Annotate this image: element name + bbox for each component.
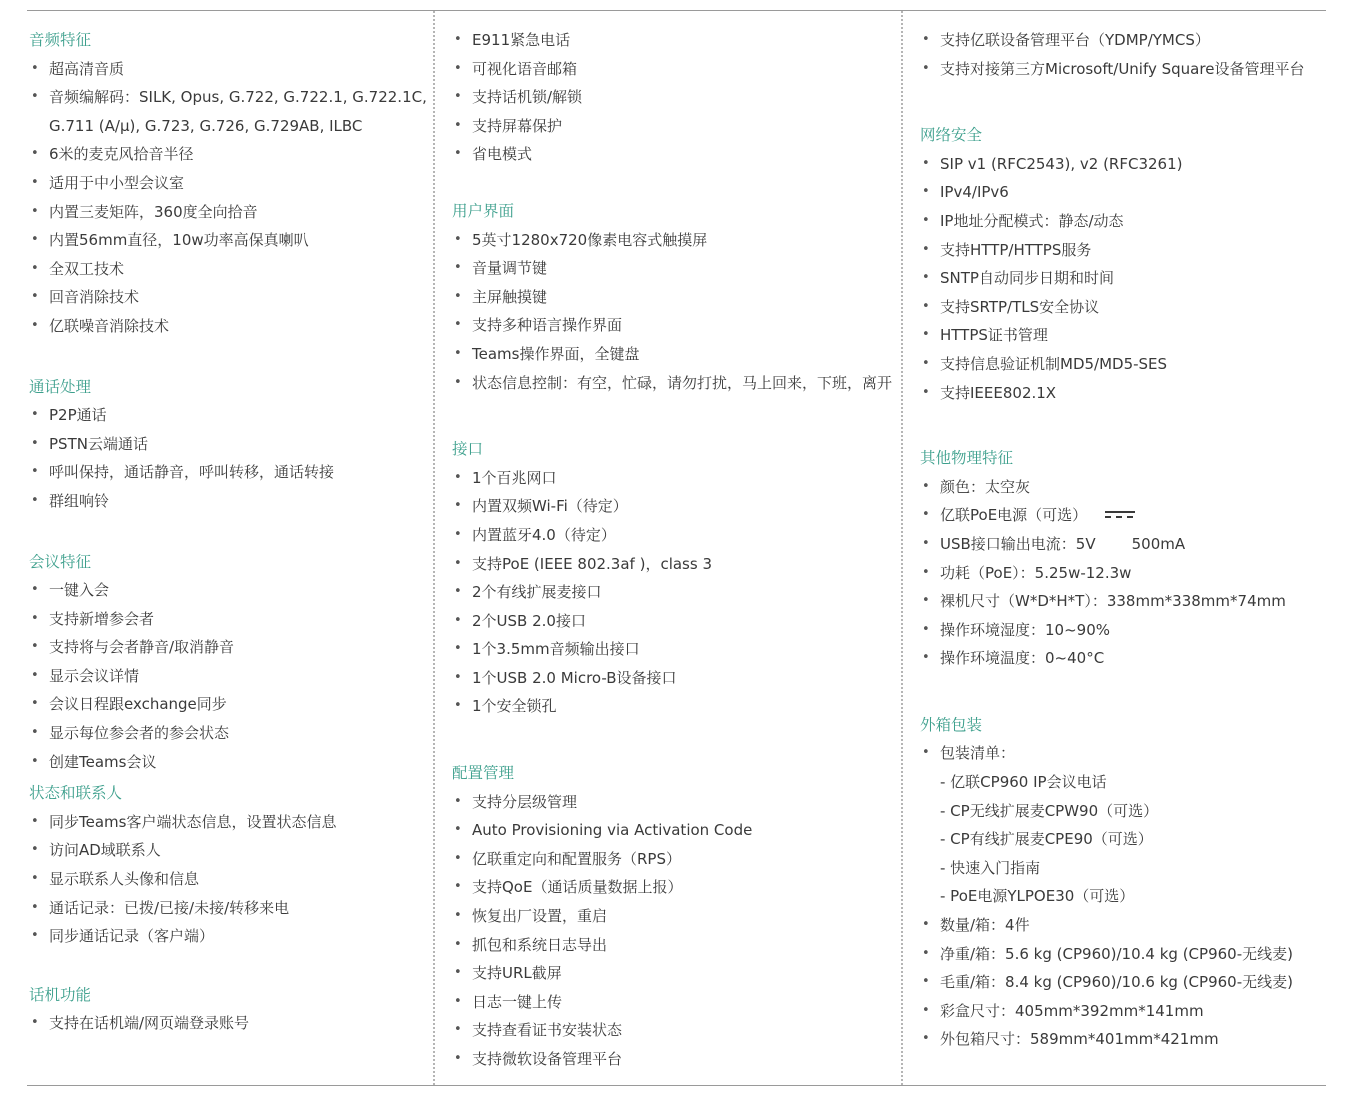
bullet-icon: •: [922, 355, 930, 371]
bullet-icon: •: [454, 32, 462, 47]
bullet-icon: •: [31, 407, 39, 423]
list-item: • 支持分层级管理: [452, 788, 897, 817]
bullet-icon: •: [922, 535, 930, 551]
bullet-icon: •: [922, 270, 930, 286]
list-item: • 内置56mm直径，10w功率高保真喇叭: [29, 226, 429, 255]
bullet-icon: •: [454, 965, 462, 981]
bullet-icon: •: [31, 725, 39, 741]
list-item: • 数量/箱：4件: [920, 911, 1340, 940]
list-item: • 彩盒尺寸：405mm*392mm*141mm: [920, 997, 1340, 1026]
section-title-interfaces: 接口: [452, 440, 484, 459]
section-title-packaging: 外箱包装: [920, 715, 983, 734]
bullet-icon: •: [454, 793, 462, 809]
list-item: • IP地址分配模式：静态/动态: [920, 207, 1340, 236]
bullet-icon: •: [454, 555, 462, 571]
list-item: • SNTP自动同步日期和时间: [920, 264, 1340, 293]
list-item: • 支持HTTP/HTTPS服务: [920, 236, 1340, 265]
bullet-icon: •: [922, 241, 930, 257]
bullet-icon: •: [31, 89, 39, 105]
section-title-meeting: 会议特征: [29, 552, 92, 571]
list-item: • P2P通话: [29, 401, 429, 430]
bullet-icon: •: [31, 610, 39, 626]
bullet-icon: •: [922, 478, 930, 494]
bullet-icon: •: [454, 993, 462, 1009]
section-title-audio: 音频特征: [29, 31, 92, 49]
bullet-icon: •: [922, 917, 930, 933]
list-item: • 日志一键上传: [452, 988, 897, 1017]
bullet-icon: •: [454, 60, 462, 76]
bullet-icon: •: [454, 469, 462, 485]
list-item: • 支持QoE（通话质量数据上报）: [452, 873, 897, 902]
bullet-icon: •: [922, 945, 930, 961]
bullet-icon: •: [454, 641, 462, 657]
list-item: • 1个百兆网口: [452, 464, 897, 493]
bullet-icon: •: [922, 384, 930, 400]
bullet-icon: •: [922, 745, 930, 761]
list-item: • 操作环境湿度：10~90%: [920, 616, 1340, 645]
list-item: • 支持屏幕保护: [452, 112, 897, 141]
bullet-icon: •: [922, 327, 930, 343]
bullet-icon: •: [31, 696, 39, 712]
bullet-icon: •: [31, 260, 39, 276]
list-item: • 支持信息验证机制MD5/MD5-SES: [920, 350, 1340, 379]
bullet-icon: •: [454, 850, 462, 866]
bullet-icon: •: [922, 155, 930, 171]
section-title-phone-functions: 话机功能: [29, 985, 92, 1004]
list-item: • E911紧急电话: [452, 26, 897, 55]
bullet-icon: •: [31, 639, 39, 655]
list-item: • 音频编解码：SILK, Opus, G.722, G.722.1, G.722.1C, G.711 (A/μ), G.723, G.726, G.729AB, ILBC: [29, 83, 429, 140]
bullet-icon: •: [31, 1015, 39, 1031]
list-item: • 省电模式: [452, 140, 897, 169]
bullet-icon: •: [454, 89, 462, 105]
bullet-icon: •: [454, 288, 462, 304]
bullet-icon: •: [454, 345, 462, 361]
list-item: • 支持IEEE802.1X: [920, 379, 1340, 408]
section-title-network-security: 网络安全: [920, 126, 983, 145]
list-item: • USB接口输出电流：5V 500mA: [920, 530, 1340, 559]
bullet-icon: •: [922, 1031, 930, 1047]
section-title-config-management: 配置管理: [452, 764, 515, 783]
bullet-icon: •: [31, 435, 39, 451]
bullet-icon: •: [454, 584, 462, 600]
list-item: • 内置双频Wi-Fi（待定）: [452, 492, 897, 521]
bullet-icon: •: [922, 507, 930, 523]
list-item: • 外包箱尺寸：589mm*401mm*421mm: [920, 1025, 1340, 1054]
bullet-icon: •: [454, 612, 462, 628]
list-item: • 一键入会: [29, 576, 429, 605]
list-item: • 1个USB 2.0 Micro-B设备接口: [452, 664, 897, 693]
list-item: • 2个有线扩展麦接口: [452, 578, 897, 607]
bullet-icon: •: [922, 60, 930, 76]
bullet-icon: •: [454, 698, 462, 714]
list-item: • 同步Teams客户端状态信息，设置状态信息: [29, 808, 429, 837]
list-item: • 音量调节键: [452, 254, 897, 283]
list-item: • 可视化语音邮箱: [452, 55, 897, 84]
column-divider-1: [433, 11, 435, 1085]
list-item: • 支持亿联设备管理平台（YDMP/YMCS）: [920, 26, 1340, 55]
list-item: • 抓包和系统日志导出: [452, 931, 897, 960]
list-item: • 1个3.5mm音频输出接口: [452, 635, 897, 664]
column-divider-2: [901, 11, 903, 1085]
list-item: • 支持将与会者静音/取消静音: [29, 633, 429, 662]
list-item: • 呼叫保持，通话静音，呼叫转移，通话转接: [29, 458, 429, 487]
bullet-icon: •: [922, 621, 930, 637]
list-item: • 全双工技术: [29, 255, 429, 284]
bullet-icon: •: [31, 232, 39, 248]
list-item: • 状态信息控制：有空，忙碌，请勿打扰，马上回来，下班，离开: [452, 369, 897, 398]
bullet-icon: •: [922, 650, 930, 666]
section-title-physical: 其他物理特征: [920, 449, 1014, 468]
bullet-icon: •: [454, 117, 462, 133]
bullet-icon: •: [454, 260, 462, 276]
list-item: • 内置三麦矩阵，360度全向拾音: [29, 198, 429, 227]
bullet-icon: •: [31, 582, 39, 598]
spec-column-1: [29, 26, 429, 1038]
list-item: • 包装清单：: [920, 739, 1340, 768]
list-item: • 亿联重定向和配置服务（RPS）: [452, 845, 897, 874]
list-item: • 支持URL截屏: [452, 959, 897, 988]
list-item: • 亿联PoE电源（可选）: [920, 501, 1340, 530]
list-item: • 访问AD域联系人: [29, 836, 429, 865]
list-item: • 净重/箱：5.6 kg (CP960)/10.4 kg (CP960-无线麦): [920, 940, 1340, 969]
list-item: • 毛重/箱：8.4 kg (CP960)/10.6 kg (CP960-无线麦): [920, 968, 1340, 997]
list-item: • 支持查看证书安装状态: [452, 1016, 897, 1045]
bullet-icon: •: [454, 879, 462, 895]
list-item: • 支持话机锁/解锁: [452, 83, 897, 112]
list-item: • Auto Provisioning via Activation Code: [452, 816, 897, 845]
list-item: • 操作环境温度：0~40°C: [920, 644, 1340, 673]
bullet-icon: •: [454, 374, 462, 390]
list-item: • 支持新增参会者: [29, 605, 429, 634]
list-item: • 恢复出厂设置，重启: [452, 902, 897, 931]
bullet-icon: •: [922, 564, 930, 580]
bullet-icon: •: [922, 593, 930, 609]
list-item-sub: - PoE电源YLPOE30（可选）: [940, 887, 1135, 906]
bullet-icon: •: [454, 317, 462, 333]
list-item-sub: - CP无线扩展麦CPW90（可选）: [940, 801, 1159, 820]
list-item: • 通话记录：已拨/已接/未接/转移来电: [29, 894, 429, 923]
list-item: • 支持SRTP/TLS安全协议: [920, 293, 1340, 322]
spec-column-3: [920, 26, 1340, 1054]
bullet-icon: •: [454, 936, 462, 952]
list-item: • 回音消除技术: [29, 283, 429, 312]
list-item-sub: - 亿联CP960 IP会议电话: [940, 773, 1107, 792]
list-item: • 支持微软设备管理平台: [452, 1045, 897, 1074]
bullet-icon: •: [31, 174, 39, 190]
bullet-icon: •: [922, 32, 930, 47]
list-item: • 群组响铃: [29, 487, 429, 516]
section-title-user-interface: 用户界面: [452, 201, 515, 220]
bullet-icon: •: [454, 669, 462, 685]
list-item: • 支持PoE (IEEE 802.3af )，class 3: [452, 550, 897, 579]
bullet-icon: •: [454, 908, 462, 924]
list-item-sub: - CP有线扩展麦CPE90（可选）: [940, 830, 1153, 849]
list-item: • 支持在话机端/网页端登录账号: [29, 1009, 429, 1038]
bullet-icon: •: [922, 974, 930, 990]
list-item: • 超高清音质: [29, 55, 429, 84]
bullet-icon: •: [454, 146, 462, 162]
bullet-icon: •: [31, 899, 39, 915]
list-item: • 1个安全锁孔: [452, 692, 897, 721]
list-item: • 5英寸1280x720像素电容式触摸屏: [452, 226, 897, 255]
top-rule: [27, 10, 1326, 11]
list-item: • 支持多种语言操作界面: [452, 311, 897, 340]
list-item: • 功耗（PoE）：5.25w-12.3w: [920, 559, 1340, 588]
list-item: • Teams操作界面，全键盘: [452, 340, 897, 369]
list-item: • 裸机尺寸（W*D*H*T）：338mm*338mm*74mm: [920, 587, 1340, 616]
section-title-call-handling: 通话处理: [29, 377, 92, 396]
bullet-icon: •: [31, 289, 39, 305]
section-title-status-contacts: 状态和联系人: [29, 784, 123, 803]
list-item: • HTTPS证书管理: [920, 321, 1340, 350]
bullet-icon: •: [31, 464, 39, 480]
list-item: • 支持对接第三方Microsoft/Unify Square设备管理平台: [920, 55, 1340, 84]
bullet-icon: •: [31, 871, 39, 887]
list-item: • 颜色：太空灰: [920, 473, 1340, 502]
list-item: • 内置蓝牙4.0（待定）: [452, 521, 897, 550]
bullet-icon: •: [454, 526, 462, 542]
list-item: • 显示联系人头像和信息: [29, 865, 429, 894]
list-item: • SIP v1 (RFC2543), v2 (RFC3261): [920, 150, 1340, 179]
bullet-icon: •: [31, 317, 39, 333]
bullet-icon: •: [454, 1051, 462, 1066]
bullet-icon: •: [31, 928, 39, 944]
bullet-icon: •: [31, 667, 39, 683]
bullet-icon: •: [31, 813, 39, 829]
list-item: • 同步通话记录（客户端）: [29, 922, 429, 951]
bullet-icon: •: [31, 842, 39, 858]
bullet-icon: •: [922, 1002, 930, 1018]
dc-power-icon: [1105, 510, 1137, 520]
bullet-icon: •: [31, 146, 39, 162]
list-item: • 主屏触摸键: [452, 283, 897, 312]
bullet-icon: •: [454, 231, 462, 247]
bullet-icon: •: [922, 212, 930, 228]
list-item: • 2个USB 2.0接口: [452, 607, 897, 636]
list-item: • 适用于中小型会议室: [29, 169, 429, 198]
bullet-icon: •: [922, 184, 930, 200]
list-item: • PSTN云端通话: [29, 430, 429, 459]
bullet-icon: •: [454, 1022, 462, 1038]
bullet-icon: •: [31, 60, 39, 76]
list-item-sub: - 快速入门指南: [940, 858, 1041, 877]
list-item: • IPv4/IPv6: [920, 178, 1340, 207]
spec-column-2: [452, 26, 897, 1074]
bullet-icon: •: [922, 298, 930, 314]
list-item: • 创建Teams会议: [29, 748, 429, 777]
list-item: • 6米的麦克风拾音半径: [29, 140, 429, 169]
list-item: • 会议日程跟exchange同步: [29, 690, 429, 719]
list-item: • 显示会议详情: [29, 662, 429, 691]
bullet-icon: •: [31, 203, 39, 219]
list-item: • 亿联噪音消除技术: [29, 312, 429, 341]
list-item: • 显示每位参会者的参会状态: [29, 719, 429, 748]
bottom-rule: [27, 1085, 1326, 1086]
bullet-icon: •: [31, 492, 39, 508]
bullet-icon: •: [454, 822, 462, 838]
bullet-icon: •: [31, 753, 39, 769]
bullet-icon: •: [454, 498, 462, 514]
